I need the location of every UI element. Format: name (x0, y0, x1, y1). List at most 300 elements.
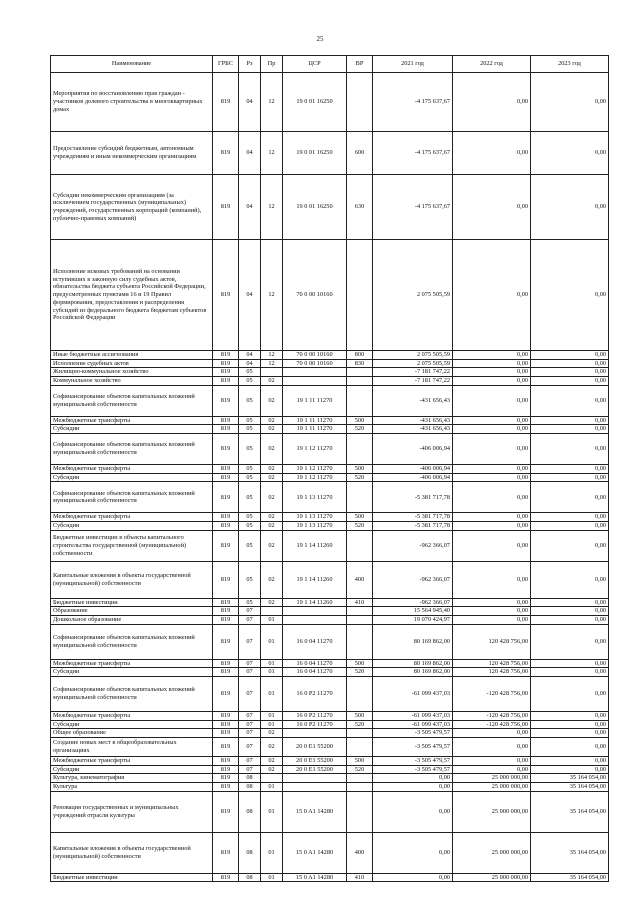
cell-rz: 07 (239, 765, 261, 774)
cell-csr (283, 616, 347, 625)
cell-name: Субсидии (51, 765, 213, 774)
table-row (51, 668, 609, 677)
cell-2022: 0,00 (453, 530, 531, 561)
table-row (51, 607, 609, 616)
table-row (51, 561, 609, 598)
cell-name: Бюджетные инвестиции (51, 873, 213, 882)
cell-csr: 20 0 E1 55200 (283, 757, 347, 766)
table-row (51, 513, 609, 522)
table-row (51, 482, 609, 513)
cell-2021: 19 070 424,97 (373, 616, 453, 625)
cell-pr: 02 (261, 385, 283, 416)
cell-2023: 0,00 (531, 522, 609, 531)
cell-csr: 70 0 00 10160 (283, 351, 347, 360)
table-row (51, 434, 609, 465)
cell-2022: 0,00 (453, 482, 531, 513)
cell-pr: 02 (261, 482, 283, 513)
cell-pr: 01 (261, 832, 283, 873)
cell-grbs: 819 (213, 668, 239, 677)
cell-2023: 0,00 (531, 720, 609, 729)
table-row (51, 73, 609, 132)
cell-2023: 0,00 (531, 677, 609, 712)
cell-vr (347, 774, 373, 783)
cell-name: Субсидии некоммерческим организациям (за исключением государственных (муниципальных) учреждений, государственных корпораций (компаний), публично-правовых компаний) (51, 175, 213, 240)
cell-pr: 01 (261, 616, 283, 625)
cell-2022: 0,00 (453, 729, 531, 738)
cell-name: Коммунальное хозяйство (51, 377, 213, 386)
cell-2023: 35 164 054,00 (531, 791, 609, 832)
cell-csr: 20 0 E1 55200 (283, 738, 347, 757)
cell-2022: 0,00 (453, 561, 531, 598)
cell-csr (283, 607, 347, 616)
cell-name: Образование (51, 607, 213, 616)
cell-csr: 16 0 04 11270 (283, 659, 347, 668)
cell-rz: 07 (239, 738, 261, 757)
cell-rz: 04 (239, 240, 261, 351)
cell-rz: 07 (239, 712, 261, 721)
header-csr: ЦСР (283, 56, 347, 73)
cell-2023: 0,00 (531, 416, 609, 425)
cell-vr (347, 783, 373, 792)
cell-grbs: 819 (213, 607, 239, 616)
cell-2022: 0,00 (453, 175, 531, 240)
cell-csr (283, 783, 347, 792)
cell-2022: -120 428 756,00 (453, 720, 531, 729)
cell-vr: 500 (347, 712, 373, 721)
table-row (51, 465, 609, 474)
table-row (51, 175, 609, 240)
cell-vr (347, 385, 373, 416)
cell-csr: 19 1 12 11270 (283, 465, 347, 474)
cell-pr: 02 (261, 377, 283, 386)
cell-2021: 0,00 (373, 774, 453, 783)
cell-rz: 04 (239, 175, 261, 240)
cell-2021: -962 366,07 (373, 561, 453, 598)
cell-pr: 12 (261, 359, 283, 368)
table-body (51, 73, 609, 882)
cell-grbs: 819 (213, 765, 239, 774)
cell-2022: 0,00 (453, 765, 531, 774)
cell-name: Создание новых мест в общеобразовательных организациях (51, 738, 213, 757)
cell-2023: 0,00 (531, 712, 609, 721)
cell-2023: 35 164 054,00 (531, 783, 609, 792)
cell-2021: 80 169 862,00 (373, 668, 453, 677)
cell-grbs: 819 (213, 359, 239, 368)
cell-pr: 12 (261, 175, 283, 240)
cell-name: Реновация государственных и муниципальных учреждений отрасли культуры (51, 791, 213, 832)
table-row (51, 425, 609, 434)
cell-rz: 04 (239, 359, 261, 368)
cell-vr (347, 482, 373, 513)
cell-rz: 05 (239, 385, 261, 416)
cell-name: Мероприятия по восстановлению прав граждан - участников долевого строительства в многоквартирных домах (51, 73, 213, 132)
cell-name: Межбюджетные трансферты (51, 416, 213, 425)
cell-2023: 0,00 (531, 624, 609, 659)
cell-vr: 410 (347, 873, 373, 882)
cell-2022: 25 000 000,00 (453, 873, 531, 882)
table-row (51, 368, 609, 377)
cell-vr: 520 (347, 720, 373, 729)
cell-pr: 01 (261, 783, 283, 792)
cell-name: Культура (51, 783, 213, 792)
cell-2022: 0,00 (453, 465, 531, 474)
cell-csr: 19 1 14 11260 (283, 598, 347, 607)
cell-2023: 0,00 (531, 73, 609, 132)
table-row (51, 783, 609, 792)
cell-2022: 25 000 000,00 (453, 832, 531, 873)
cell-grbs: 819 (213, 73, 239, 132)
cell-rz: 05 (239, 522, 261, 531)
cell-name: Капитальные вложения в объекты государственной (муниципальной) собственности (51, 561, 213, 598)
cell-vr (347, 368, 373, 377)
cell-name: Иные бюджетные ассигнования (51, 351, 213, 360)
cell-2023: 0,00 (531, 368, 609, 377)
cell-pr: 02 (261, 530, 283, 561)
table-row (51, 774, 609, 783)
cell-2022: 0,00 (453, 240, 531, 351)
cell-csr: 19 1 13 11270 (283, 482, 347, 513)
cell-vr: 520 (347, 765, 373, 774)
cell-name: Софинансирование объектов капитальных вложений муниципальной собственности (51, 677, 213, 712)
cell-2021: -3 505 479,57 (373, 729, 453, 738)
cell-pr (261, 368, 283, 377)
cell-2021: 0,00 (373, 832, 453, 873)
cell-pr: 02 (261, 434, 283, 465)
cell-name: Софинансирование объектов капитальных вложений муниципальной собственности (51, 624, 213, 659)
cell-2023: 35 164 054,00 (531, 774, 609, 783)
cell-grbs: 819 (213, 132, 239, 175)
cell-2021: -962 366,07 (373, 598, 453, 607)
cell-2022: 0,00 (453, 377, 531, 386)
table-row (51, 616, 609, 625)
cell-name: Межбюджетные трансферты (51, 465, 213, 474)
cell-rz: 07 (239, 677, 261, 712)
cell-pr: 02 (261, 522, 283, 531)
table-row (51, 359, 609, 368)
cell-2021: -431 656,43 (373, 385, 453, 416)
cell-pr: 02 (261, 738, 283, 757)
cell-grbs: 819 (213, 482, 239, 513)
cell-2021: -406 006,94 (373, 473, 453, 482)
cell-2023: 0,00 (531, 765, 609, 774)
cell-2022: 0,00 (453, 368, 531, 377)
cell-rz: 05 (239, 416, 261, 425)
cell-csr: 15 0 A1 14280 (283, 832, 347, 873)
cell-2023: 0,00 (531, 530, 609, 561)
cell-grbs: 819 (213, 659, 239, 668)
cell-2021: -4 175 637,67 (373, 175, 453, 240)
cell-2023: 0,00 (531, 561, 609, 598)
cell-2021: -61 099 437,03 (373, 677, 453, 712)
cell-rz: 07 (239, 616, 261, 625)
cell-vr (347, 607, 373, 616)
cell-grbs: 819 (213, 522, 239, 531)
cell-2022: 0,00 (453, 607, 531, 616)
cell-2023: 0,00 (531, 616, 609, 625)
header-2021: 2021 год (373, 56, 453, 73)
cell-2021: 80 169 862,00 (373, 624, 453, 659)
cell-name: Софинансирование объектов капитальных вложений муниципальной собственности (51, 434, 213, 465)
cell-2021: -406 006,94 (373, 465, 453, 474)
cell-vr: 520 (347, 473, 373, 482)
cell-rz: 05 (239, 434, 261, 465)
cell-csr (283, 377, 347, 386)
cell-name: Капитальные вложения в объекты государственной (муниципальной) собственности (51, 832, 213, 873)
cell-name: Межбюджетные трансферты (51, 712, 213, 721)
cell-vr: 500 (347, 757, 373, 766)
table-header-row (51, 56, 609, 73)
cell-2021: -61 099 437,03 (373, 712, 453, 721)
cell-2023: 0,00 (531, 659, 609, 668)
cell-2021: 80 169 862,00 (373, 659, 453, 668)
cell-vr (347, 791, 373, 832)
cell-2021: -5 381 717,78 (373, 482, 453, 513)
cell-vr (347, 677, 373, 712)
cell-rz: 05 (239, 465, 261, 474)
cell-rz: 04 (239, 132, 261, 175)
cell-2022: 0,00 (453, 513, 531, 522)
cell-vr: 520 (347, 522, 373, 531)
cell-grbs: 819 (213, 175, 239, 240)
cell-2023: 0,00 (531, 132, 609, 175)
cell-pr: 02 (261, 598, 283, 607)
cell-grbs: 819 (213, 873, 239, 882)
cell-2023: 0,00 (531, 385, 609, 416)
cell-2022: 0,00 (453, 738, 531, 757)
cell-name: Культура, кинематография (51, 774, 213, 783)
cell-rz: 07 (239, 729, 261, 738)
cell-2022: 0,00 (453, 473, 531, 482)
cell-rz: 04 (239, 73, 261, 132)
cell-2023: 0,00 (531, 359, 609, 368)
cell-rz: 05 (239, 482, 261, 513)
cell-csr: 15 0 A1 14280 (283, 873, 347, 882)
cell-vr (347, 616, 373, 625)
cell-2023: 0,00 (531, 738, 609, 757)
cell-vr (347, 624, 373, 659)
cell-2021: -962 366,07 (373, 530, 453, 561)
cell-name: Бюджетные инвестиции в объекты капитального строительства государственной (муниципальной) собственности (51, 530, 213, 561)
table-row (51, 791, 609, 832)
cell-csr: 19 0 01 16250 (283, 175, 347, 240)
cell-name: Субсидии (51, 522, 213, 531)
table-row (51, 659, 609, 668)
cell-csr: 19 1 13 11270 (283, 513, 347, 522)
cell-pr: 01 (261, 791, 283, 832)
cell-grbs: 819 (213, 513, 239, 522)
cell-2021: -3 505 479,57 (373, 757, 453, 766)
table-row (51, 677, 609, 712)
cell-rz: 05 (239, 377, 261, 386)
cell-name: Исполнение судебных актов (51, 359, 213, 368)
cell-rz: 08 (239, 774, 261, 783)
cell-pr: 02 (261, 765, 283, 774)
table-row (51, 738, 609, 757)
cell-vr: 520 (347, 425, 373, 434)
cell-grbs: 819 (213, 677, 239, 712)
table-row (51, 832, 609, 873)
cell-name: Межбюджетные трансферты (51, 513, 213, 522)
header-rz: Рз (239, 56, 261, 73)
table-row (51, 522, 609, 531)
cell-2022: 0,00 (453, 132, 531, 175)
cell-rz: 05 (239, 473, 261, 482)
table-row (51, 416, 609, 425)
table-row (51, 240, 609, 351)
cell-2021: 2 075 505,59 (373, 351, 453, 360)
cell-2021: -5 381 717,78 (373, 513, 453, 522)
cell-name: Исполнение исковых требований на основании вступивших в законную силу судебных актов, обязательства бюджета субъекта Российской Федерации, предусмотренных пунктами 16 и 19 Правил формирования, предоставления и распределения субсидий из федерального бюджета бюджетам субъектов Российской Федерации (51, 240, 213, 351)
cell-rz: 04 (239, 351, 261, 360)
cell-vr: 830 (347, 359, 373, 368)
cell-rz: 05 (239, 561, 261, 598)
budget-table (50, 55, 609, 882)
cell-grbs: 819 (213, 465, 239, 474)
cell-pr: 02 (261, 757, 283, 766)
cell-2023: 0,00 (531, 598, 609, 607)
cell-vr: 410 (347, 598, 373, 607)
cell-grbs: 819 (213, 774, 239, 783)
cell-2022: 0,00 (453, 425, 531, 434)
cell-2022: 25 000 000,00 (453, 783, 531, 792)
cell-2023: 0,00 (531, 175, 609, 240)
cell-pr: 01 (261, 677, 283, 712)
table-row (51, 624, 609, 659)
cell-grbs: 819 (213, 598, 239, 607)
cell-pr: 01 (261, 720, 283, 729)
cell-rz: 08 (239, 791, 261, 832)
header-name: Наименование (51, 56, 213, 73)
table-row (51, 720, 609, 729)
cell-2022: -120 428 756,00 (453, 712, 531, 721)
cell-grbs: 819 (213, 377, 239, 386)
cell-2022: 120 428 756,00 (453, 624, 531, 659)
header-vr: ВР (347, 56, 373, 73)
cell-grbs: 819 (213, 473, 239, 482)
cell-vr (347, 738, 373, 757)
cell-pr: 01 (261, 712, 283, 721)
cell-grbs: 819 (213, 434, 239, 465)
cell-csr: 19 1 11 11270 (283, 425, 347, 434)
cell-vr: 500 (347, 465, 373, 474)
cell-rz: 08 (239, 873, 261, 882)
cell-2023: 0,00 (531, 240, 609, 351)
cell-pr: 02 (261, 473, 283, 482)
cell-vr: 500 (347, 416, 373, 425)
cell-2023: 0,00 (531, 351, 609, 360)
cell-2023: 35 164 054,00 (531, 873, 609, 882)
table-row (51, 132, 609, 175)
header-2023: 2023 год (531, 56, 609, 73)
cell-csr: 16 0 04 11270 (283, 668, 347, 677)
cell-pr (261, 607, 283, 616)
cell-rz: 07 (239, 757, 261, 766)
cell-grbs: 819 (213, 351, 239, 360)
cell-grbs: 819 (213, 720, 239, 729)
cell-grbs: 819 (213, 624, 239, 659)
page-number: 25 (316, 35, 324, 43)
cell-csr: 16 0 P2 11270 (283, 712, 347, 721)
cell-rz: 07 (239, 659, 261, 668)
cell-2023: 0,00 (531, 668, 609, 677)
cell-grbs: 819 (213, 385, 239, 416)
cell-rz: 05 (239, 530, 261, 561)
cell-2021: -5 381 717,78 (373, 522, 453, 531)
cell-pr: 01 (261, 624, 283, 659)
cell-rz: 08 (239, 832, 261, 873)
cell-name: Субсидии (51, 668, 213, 677)
cell-2021: -61 099 437,03 (373, 720, 453, 729)
cell-2022: 0,00 (453, 616, 531, 625)
cell-2021: 2 075 505,59 (373, 359, 453, 368)
cell-2023: 0,00 (531, 513, 609, 522)
cell-vr: 520 (347, 668, 373, 677)
cell-2022: -120 428 756,00 (453, 677, 531, 712)
cell-2022: 0,00 (453, 351, 531, 360)
cell-pr: 01 (261, 659, 283, 668)
cell-csr: 19 0 01 16250 (283, 132, 347, 175)
cell-rz: 07 (239, 624, 261, 659)
cell-pr: 02 (261, 425, 283, 434)
cell-2023: 0,00 (531, 425, 609, 434)
cell-grbs: 819 (213, 240, 239, 351)
header-2022: 2022 год (453, 56, 531, 73)
cell-2022: 0,00 (453, 73, 531, 132)
cell-2022: 0,00 (453, 359, 531, 368)
cell-2022: 0,00 (453, 598, 531, 607)
cell-rz: 05 (239, 368, 261, 377)
cell-2021: -431 656,43 (373, 416, 453, 425)
cell-csr: 19 1 13 11270 (283, 522, 347, 531)
cell-name: Жилищно-коммунальное хозяйство (51, 368, 213, 377)
table-row (51, 351, 609, 360)
cell-csr (283, 729, 347, 738)
cell-2022: 25 000 000,00 (453, 774, 531, 783)
header-pr: Пр (261, 56, 283, 73)
cell-vr (347, 530, 373, 561)
cell-pr: 02 (261, 561, 283, 598)
cell-2021: -4 175 637,67 (373, 73, 453, 132)
cell-name: Субсидии (51, 425, 213, 434)
cell-pr: 02 (261, 416, 283, 425)
cell-csr: 19 1 12 11270 (283, 473, 347, 482)
table-row (51, 712, 609, 721)
cell-csr (283, 368, 347, 377)
cell-pr: 12 (261, 351, 283, 360)
cell-grbs: 819 (213, 416, 239, 425)
cell-2022: 25 000 000,00 (453, 791, 531, 832)
cell-grbs: 819 (213, 738, 239, 757)
cell-2021: 0,00 (373, 783, 453, 792)
cell-grbs: 819 (213, 561, 239, 598)
cell-vr: 500 (347, 659, 373, 668)
cell-csr: 16 0 04 11270 (283, 624, 347, 659)
cell-2021: -7 181 747,22 (373, 377, 453, 386)
cell-2021: 0,00 (373, 873, 453, 882)
cell-2021: -7 181 747,22 (373, 368, 453, 377)
cell-rz: 05 (239, 598, 261, 607)
cell-grbs: 819 (213, 530, 239, 561)
table-row (51, 757, 609, 766)
cell-2021: 2 075 505,59 (373, 240, 453, 351)
cell-vr: 630 (347, 175, 373, 240)
cell-2021: -406 006,94 (373, 434, 453, 465)
table-row (51, 473, 609, 482)
cell-grbs: 819 (213, 757, 239, 766)
cell-2023: 0,00 (531, 729, 609, 738)
cell-2021: -3 505 479,57 (373, 738, 453, 757)
cell-vr (347, 377, 373, 386)
